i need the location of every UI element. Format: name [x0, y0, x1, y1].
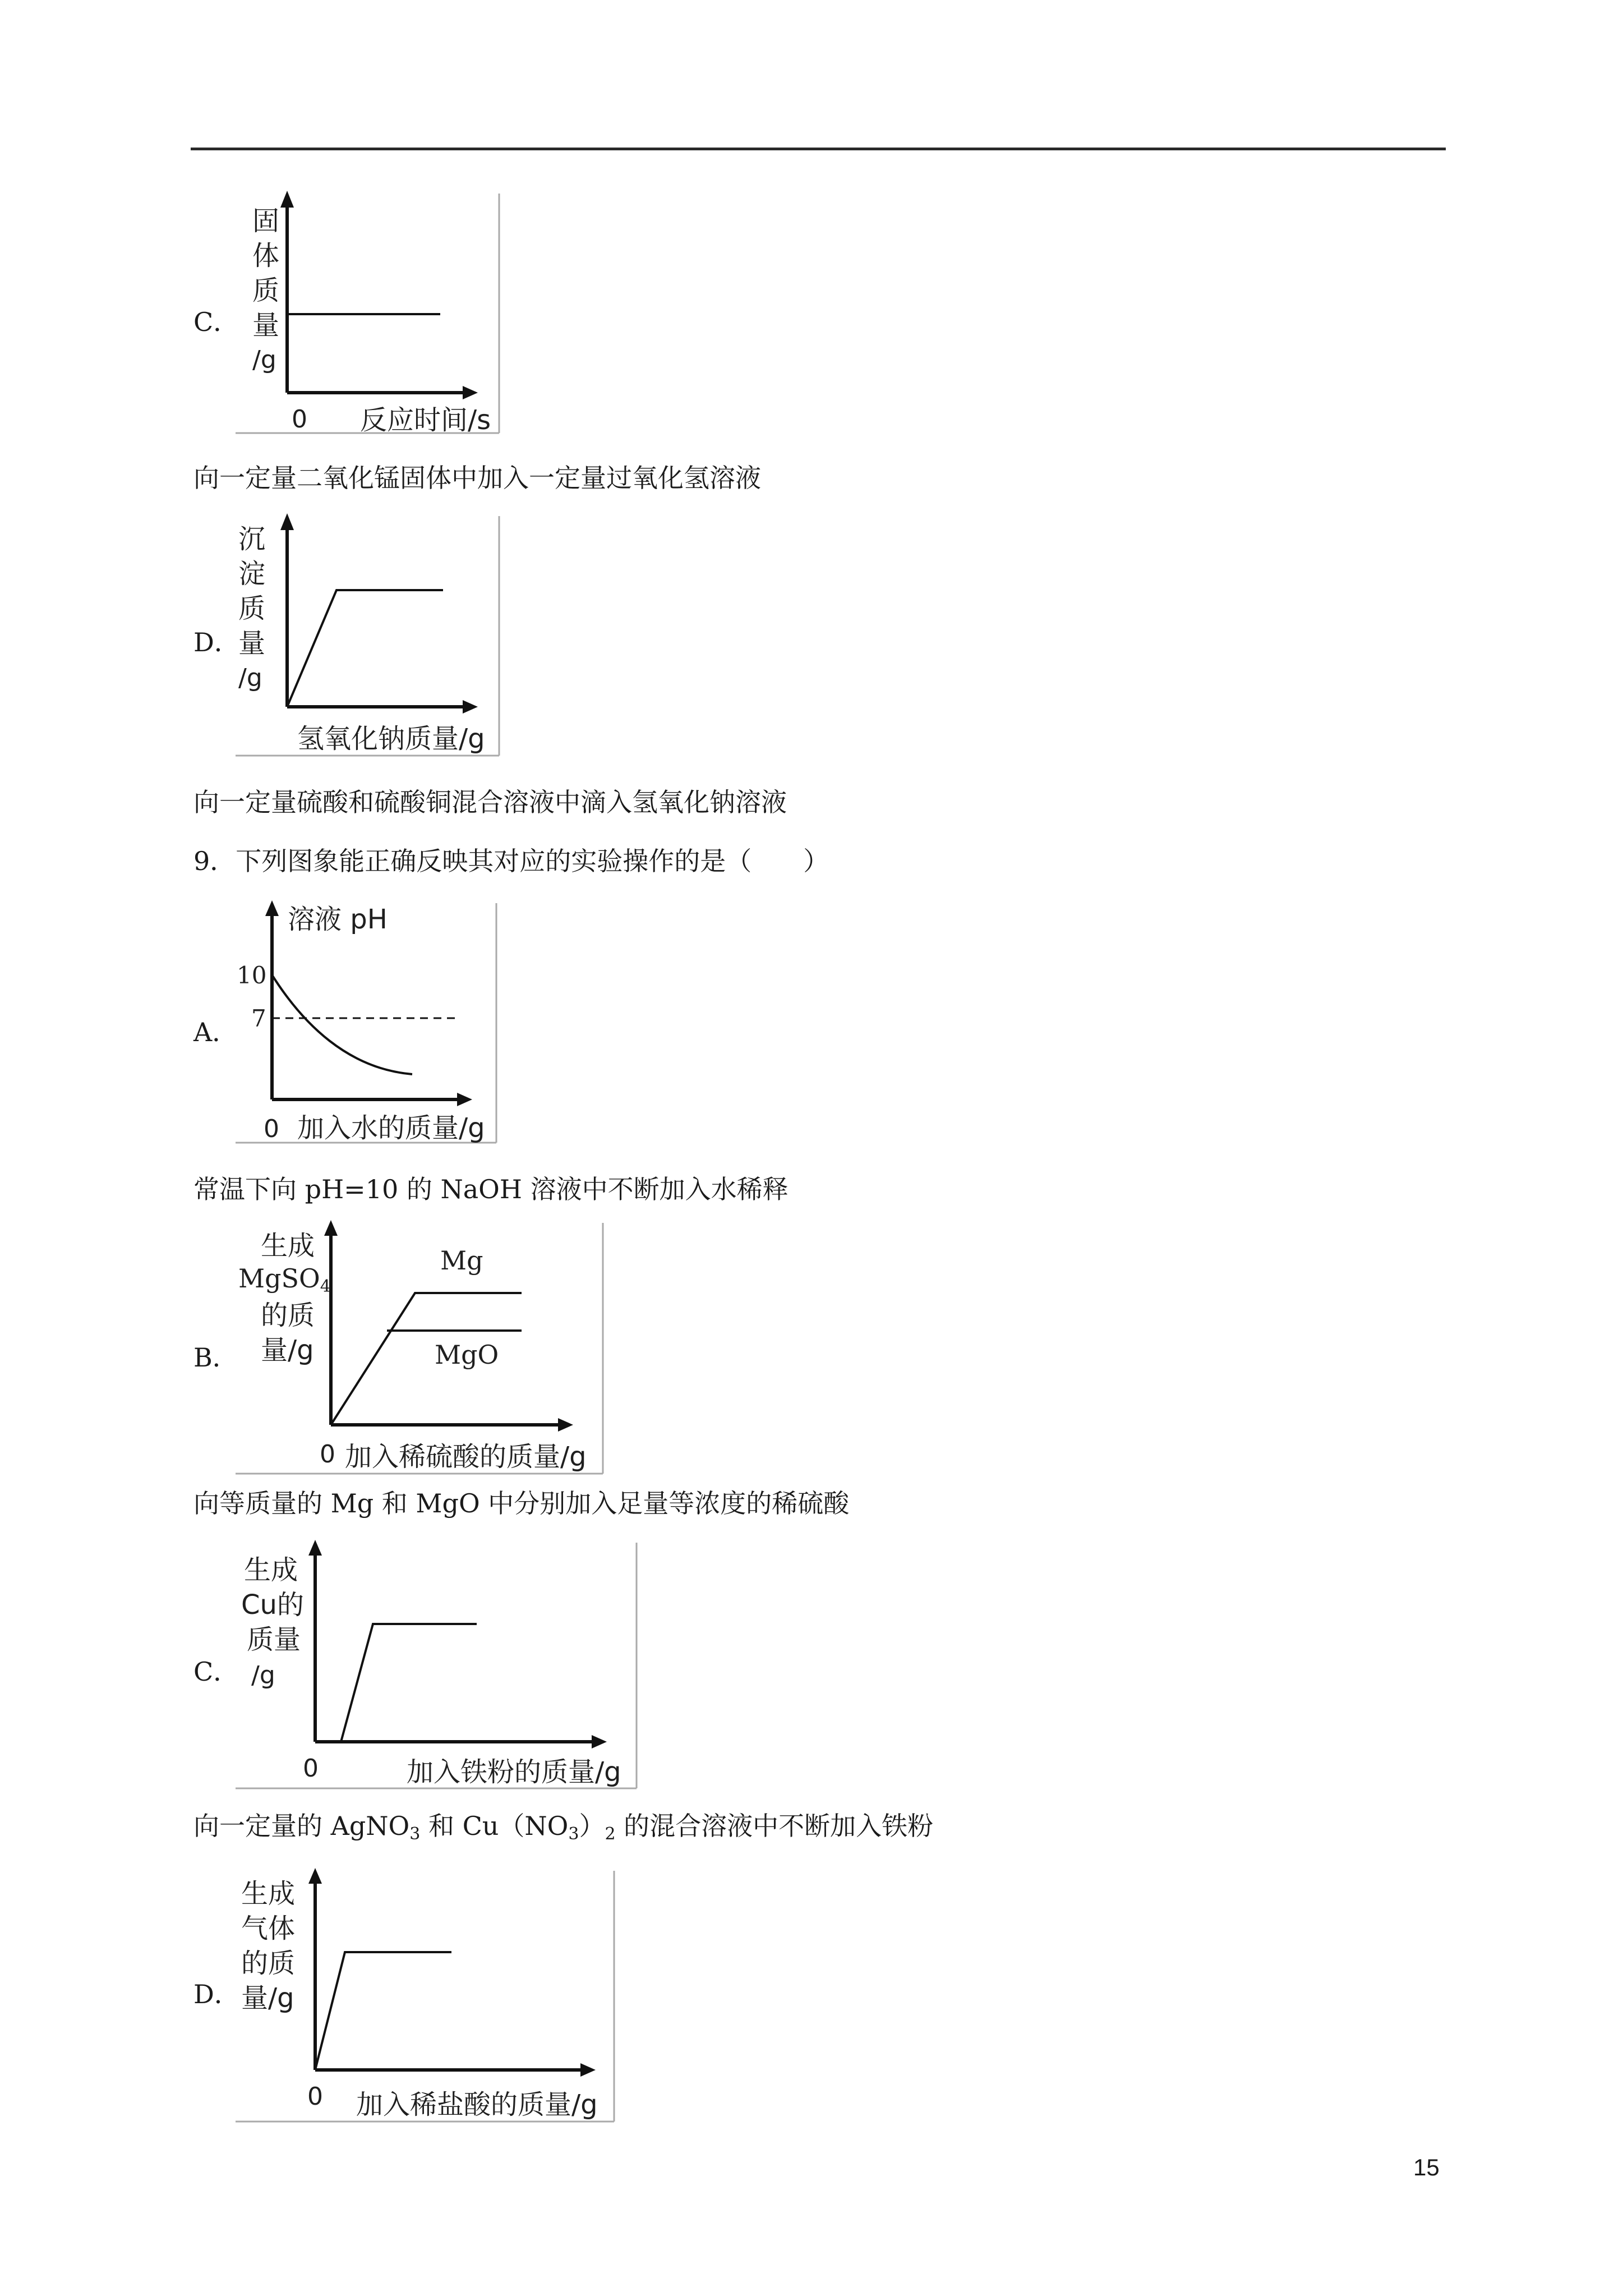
- q9-c-caption: 向一定量的 AgNO$_3$ 和 $Cu(NO_3)_2$ 的混合溶液中不断加入铁粉: [193, 1811, 934, 1844]
- y-label-3: 质: [252, 275, 280, 306]
- y-label-3: 质量: [247, 1624, 301, 1655]
- x-axis-label: 加入水的质量/g: [297, 1112, 485, 1144]
- data-line: [287, 590, 443, 707]
- y-label-4: /g: [251, 1661, 275, 1690]
- y-label-4: 量/g: [241, 1982, 294, 2014]
- data-line: [341, 1624, 477, 1742]
- q9-stem: 9．下列图象能正确反映其对应的实验操作的是（ ）: [193, 846, 829, 876]
- x-axis-label: 加入稀硫酸的质量/g: [345, 1441, 587, 1473]
- y-label-3: 质: [238, 593, 266, 624]
- data-line: [315, 1952, 451, 2070]
- q9-d-figure: [236, 1868, 617, 2126]
- y-label-2: Cu的: [241, 1589, 304, 1621]
- origin-label: 0: [320, 1440, 335, 1469]
- q8-d-figure: [236, 513, 505, 760]
- y-label-unit: /g: [252, 346, 276, 374]
- q9-a-caption: 常温下向 pH=10 的 NaOH 溶液中不断加入水稀释: [193, 1174, 789, 1204]
- x-axis-label: 反应时间/s: [360, 404, 491, 436]
- y-label-4: 量/g: [261, 1335, 314, 1366]
- page-number: 15: [1413, 2154, 1440, 2180]
- ph-curve: [272, 975, 412, 1074]
- y-label-unit: /g: [238, 664, 262, 692]
- header-rule: [191, 148, 1446, 150]
- y-label-1: 生成: [261, 1230, 315, 1262]
- x-axis-label: 氢氧化钠质量/g: [297, 723, 485, 754]
- origin-label: 0: [307, 2082, 323, 2111]
- origin-label: 0: [292, 405, 307, 434]
- q8-d-caption: 向一定量硫酸和硫酸铜混合溶液中滴入氢氧化钠溶液: [193, 787, 787, 817]
- q8-option-d-label: D．: [193, 627, 240, 657]
- q9-a-figure: [236, 900, 499, 1147]
- q9-option-a-label: A．: [193, 1017, 238, 1047]
- q9-option-d-label: D．: [193, 1979, 240, 2009]
- y-axis-label: 溶液 pH: [288, 904, 388, 935]
- y-label-1: 生成: [244, 1554, 298, 1586]
- y-label-4: 量: [238, 628, 266, 659]
- x-axis-label: 加入稀盐酸的质量/g: [356, 2089, 598, 2120]
- q8-c-figure: [236, 191, 505, 438]
- y-label-3: 的质: [241, 1948, 296, 1979]
- series-label-mgo: MgO: [435, 1340, 499, 1370]
- q9-c-figure: [236, 1540, 639, 1792]
- origin-label: 0: [303, 1754, 319, 1783]
- series-label-mg: Mg: [440, 1245, 483, 1276]
- q9-b-figure: [236, 1220, 606, 1478]
- y-label-2: MgSO4: [238, 1263, 331, 1296]
- q9-option-c-label: C．: [193, 1657, 239, 1687]
- y-label-4: 量: [252, 310, 280, 341]
- y-label-2: 体: [252, 240, 280, 272]
- y-label-2: 气体: [241, 1913, 296, 1944]
- y-label-2: 淀: [238, 558, 266, 590]
- q9-option-b-label: B．: [193, 1342, 238, 1373]
- x-axis-label: 加入铁粉的质量/g: [407, 1756, 621, 1788]
- y-label-1: 沉: [238, 523, 266, 555]
- origin-label: 0: [264, 1115, 279, 1143]
- y-label-1: 固: [252, 205, 280, 237]
- q8-c-caption: 向一定量二氧化锰固体中加入一定量过氧化氢溶液: [193, 463, 761, 493]
- y-label-1: 生成: [241, 1878, 296, 1910]
- tick-label-7: 7: [251, 1005, 266, 1032]
- q8-option-c-label: C．: [193, 307, 239, 337]
- q9-b-caption: 向等质量的 Mg 和 MgO 中分别加入足量等浓度的稀硫酸: [193, 1488, 850, 1519]
- tick-label-10: 10: [237, 961, 267, 989]
- y-label-3: 的质: [261, 1300, 315, 1331]
